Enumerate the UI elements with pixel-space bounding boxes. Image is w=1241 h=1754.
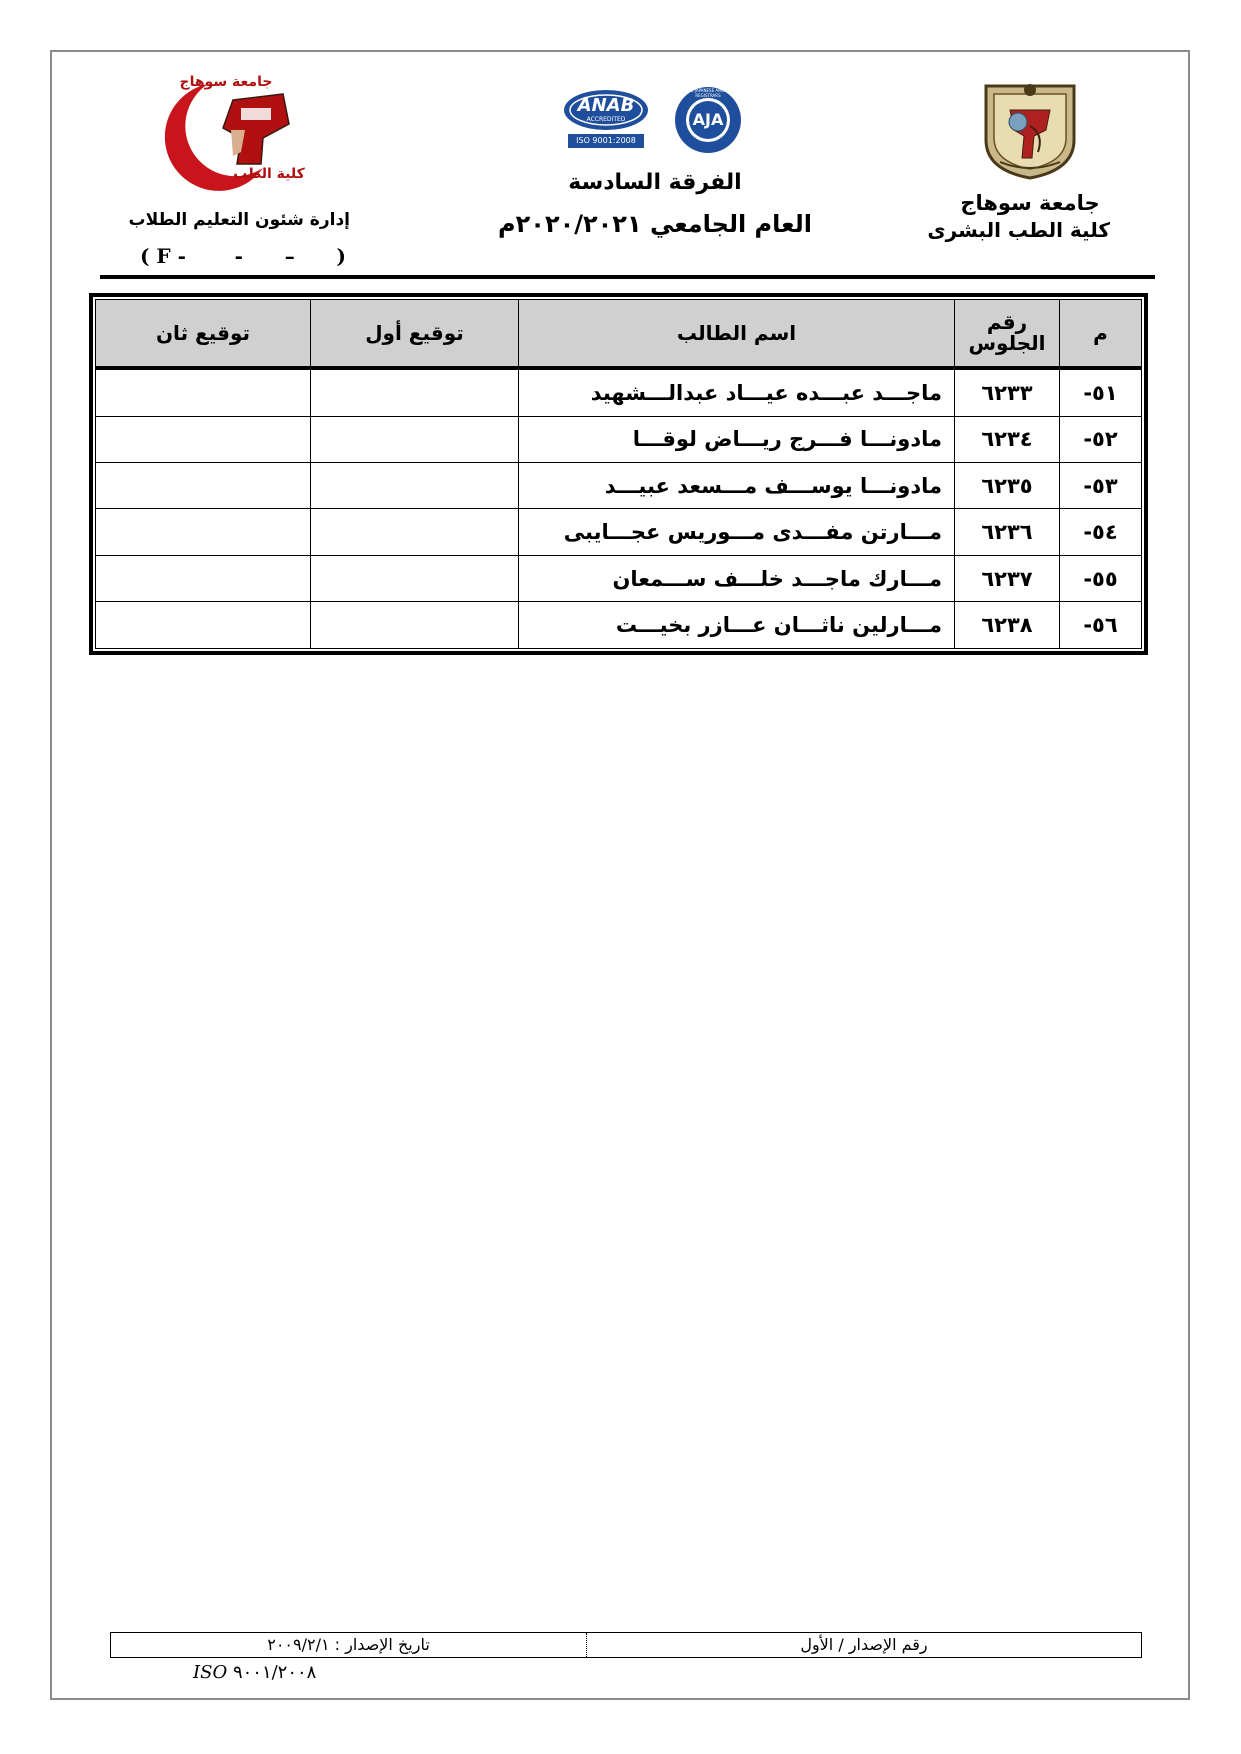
iso-number: ٩٠٠١/٢٠٠٨ [232, 1662, 317, 1683]
header-first-signature: توقيع أول [311, 300, 519, 369]
seat-number: ٦٢٣٣ [955, 368, 1060, 416]
aja-ring-text: ANGLO JAPANESE AMERICAN REGISTRARS [679, 88, 737, 98]
header-second-signature: توقيع ثان [96, 300, 311, 369]
second-signature-cell [96, 509, 311, 555]
academic-year-title: العام الجامعي ٢٠٢٠/٢٠٢١م [498, 210, 812, 238]
first-signature-cell [311, 368, 519, 416]
first-signature-cell [311, 602, 519, 649]
table-row [96, 509, 1142, 555]
row-number: ٥٢- [1060, 416, 1142, 462]
document-footer [110, 1632, 1142, 1658]
row-number: ٥٦- [1060, 602, 1142, 649]
aja-registrars-logo [665, 86, 751, 154]
second-signature-cell [96, 462, 311, 508]
issue-number: رقم الإصدار / الأول [800, 1635, 928, 1654]
student-name: مادونـــا يوســـف مـــسعد عبيـــد [519, 462, 955, 508]
seat-number: ٦٢٣٤ [955, 416, 1060, 462]
anab-iso-text: ISO 9001:2008 [576, 136, 636, 145]
row-number: ٥٤- [1060, 509, 1142, 555]
department-name: إدارة شئون التعليم الطلاب [128, 210, 350, 230]
header-divider [100, 275, 1155, 279]
emblem-top-lettering: جامعة سوهاج [179, 74, 273, 90]
iso-prefix: ISO [193, 1662, 228, 1683]
anab-logo-text: ANAB [577, 95, 635, 116]
table-row [96, 462, 1142, 508]
table-row [96, 555, 1142, 601]
university-name: جامعة سوهاج [960, 191, 1100, 215]
second-signature-cell [96, 368, 311, 416]
table-row [96, 602, 1142, 649]
header-seat-number: رقم الجلوس [955, 300, 1060, 369]
header-student-name: اسم الطالب [519, 300, 955, 369]
first-signature-cell [311, 416, 519, 462]
first-signature-cell [311, 509, 519, 555]
table-header-row [96, 300, 1142, 369]
row-number: ٥٣- [1060, 462, 1142, 508]
second-signature-cell [96, 602, 311, 649]
student-name: مادونـــا فـــرج ريـــاض لوقـــا [519, 416, 955, 462]
emblem-bottom-lettering: كلية الطب [233, 166, 305, 182]
seat-number: ٦٢٣٥ [955, 462, 1060, 508]
table-row [96, 368, 1142, 416]
header-number: م [1060, 300, 1142, 369]
first-signature-cell [311, 462, 519, 508]
student-name: ماجـــد عبـــده عيـــاد عبدالـــشهيد [519, 368, 955, 416]
faculty-of-medicine-emblem [113, 72, 313, 200]
second-signature-cell [96, 555, 311, 601]
year-group-title: الفرقة السادسة [568, 170, 742, 195]
row-number: ٥٥- [1060, 555, 1142, 601]
student-name: مـــارك ماجـــد خلـــف ســـمعان [519, 555, 955, 601]
aja-logo-text: AJA [692, 110, 724, 129]
students-table [89, 293, 1148, 655]
student-name: مـــارتن مفـــدى مـــوريس عجـــايبى [519, 509, 955, 555]
form-code: ( F - - – ) [140, 244, 346, 268]
seat-number: ٦٢٣٨ [955, 602, 1060, 649]
seat-number: ٦٢٣٧ [955, 555, 1060, 601]
table-row [96, 416, 1142, 462]
faculty-name: كلية الطب البشرى [927, 218, 1110, 242]
university-crest-logo [980, 78, 1080, 180]
seat-number: ٦٢٣٦ [955, 509, 1060, 555]
issue-date: تاريخ الإصدار : ٢٠٠٩/٢/١ [111, 1633, 587, 1657]
anab-accreditation-logo [562, 86, 650, 152]
row-number: ٥١- [1060, 368, 1142, 416]
first-signature-cell [311, 555, 519, 601]
anab-accredited-text: ACCREDITED [586, 116, 626, 123]
second-signature-cell [96, 416, 311, 462]
iso-certification-label [193, 1662, 316, 1683]
student-name: مـــارلين ناثـــان عـــازر بخيـــت [519, 602, 955, 649]
